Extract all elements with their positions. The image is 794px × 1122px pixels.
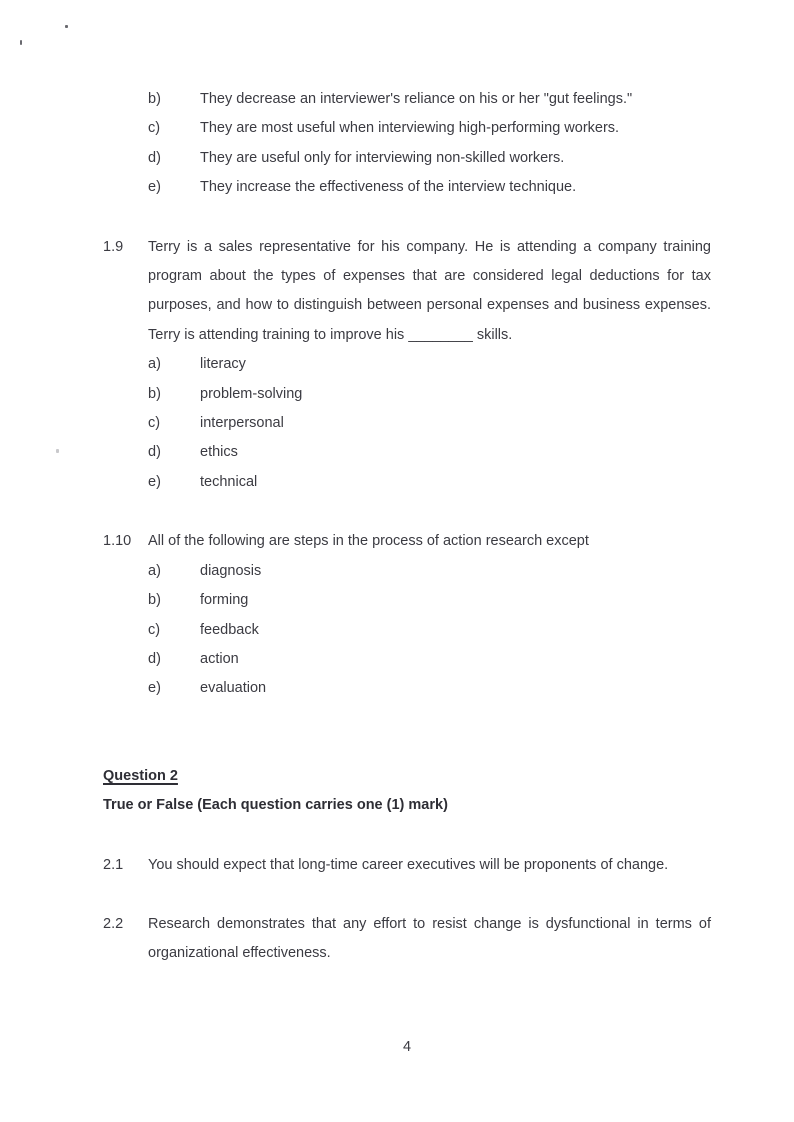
question-1-10-options bbox=[103, 557, 711, 704]
question-text: Terry is a sales representative for his company. He is attending a company training program about the types of expenses that are considered legal deductions for tax purposes, and how to distinguish between personal expenses and business expenses. Terry is attending training to improve his ________ skills. bbox=[148, 238, 711, 343]
option-row bbox=[103, 557, 711, 586]
option-row bbox=[103, 173, 711, 202]
question-text: You should expect that long-time career executives will be proponents of change. bbox=[148, 856, 669, 873]
option-row bbox=[103, 586, 711, 615]
option-letter: e) bbox=[148, 680, 161, 697]
section-heading-text: Question 2 bbox=[103, 767, 178, 784]
option-text: They decrease an interviewer's reliance on his or her "gut feelings." bbox=[200, 91, 633, 107]
question-1-10 bbox=[103, 527, 711, 703]
scan-speck bbox=[65, 25, 68, 28]
option-row bbox=[103, 645, 711, 674]
option-text: They increase the effectiveness of the interview technique. bbox=[200, 179, 577, 196]
option-letter: a) bbox=[148, 356, 161, 373]
option-row bbox=[103, 144, 711, 173]
option-text: interpersonal bbox=[200, 415, 284, 432]
question-row bbox=[103, 527, 711, 556]
option-row bbox=[103, 438, 711, 467]
option-letter: c) bbox=[148, 415, 161, 432]
tf-question-2-1 bbox=[103, 851, 711, 880]
option-letter: a) bbox=[148, 562, 161, 579]
option-letter: b) bbox=[148, 592, 161, 609]
option-row bbox=[103, 674, 711, 703]
option-row bbox=[103, 114, 711, 143]
scan-speck bbox=[56, 449, 59, 453]
option-text: ethics bbox=[200, 444, 238, 461]
option-row bbox=[103, 85, 711, 114]
scan-speck bbox=[20, 40, 22, 45]
option-letter: e) bbox=[148, 179, 161, 196]
page-content bbox=[103, 85, 711, 1062]
question-number: 2.2 bbox=[103, 915, 124, 932]
option-text: They are useful only for interviewing non-skilled workers. bbox=[200, 149, 565, 166]
section-subheading: True or False (Each question carries one (1) mark) bbox=[103, 797, 448, 814]
option-text: literacy bbox=[200, 356, 246, 373]
option-letter: e) bbox=[148, 473, 161, 490]
option-row bbox=[103, 380, 711, 409]
option-letter: c) bbox=[148, 621, 161, 638]
option-text: action bbox=[200, 650, 239, 667]
question-number: 1.9 bbox=[103, 238, 124, 255]
question-number: 1.10 bbox=[103, 533, 132, 550]
question-1-9 bbox=[103, 233, 711, 498]
option-letter: d) bbox=[148, 444, 161, 461]
tf-question-2-2 bbox=[103, 910, 711, 969]
option-text: problem-solving bbox=[200, 385, 303, 402]
option-text: forming bbox=[200, 592, 249, 609]
option-row bbox=[103, 350, 711, 379]
option-letter: b) bbox=[148, 385, 161, 402]
option-letter: c) bbox=[148, 120, 161, 137]
option-letter: b) bbox=[148, 91, 161, 107]
option-text: technical bbox=[200, 473, 258, 490]
section-heading bbox=[103, 762, 711, 791]
option-text: evaluation bbox=[200, 680, 267, 697]
question-text: Research demonstrates that any effort to resist change is dysfunctional in terms of organizational effectiveness. bbox=[148, 915, 711, 962]
option-text: feedback bbox=[200, 621, 259, 638]
option-letter: d) bbox=[148, 149, 161, 166]
question-1-9-options bbox=[103, 350, 711, 497]
question-text: All of the following are steps in the process of action research except bbox=[148, 533, 589, 550]
option-row bbox=[103, 468, 711, 497]
intro-option-list bbox=[103, 85, 711, 203]
page-number: 4 bbox=[402, 1038, 412, 1055]
option-row bbox=[103, 616, 711, 645]
question-row bbox=[103, 233, 711, 351]
question-number: 2.1 bbox=[103, 856, 124, 873]
option-text: They are most useful when interviewing high-performing workers. bbox=[200, 120, 620, 137]
option-row bbox=[103, 409, 711, 438]
option-text: diagnosis bbox=[200, 562, 262, 579]
option-letter: d) bbox=[148, 650, 161, 667]
